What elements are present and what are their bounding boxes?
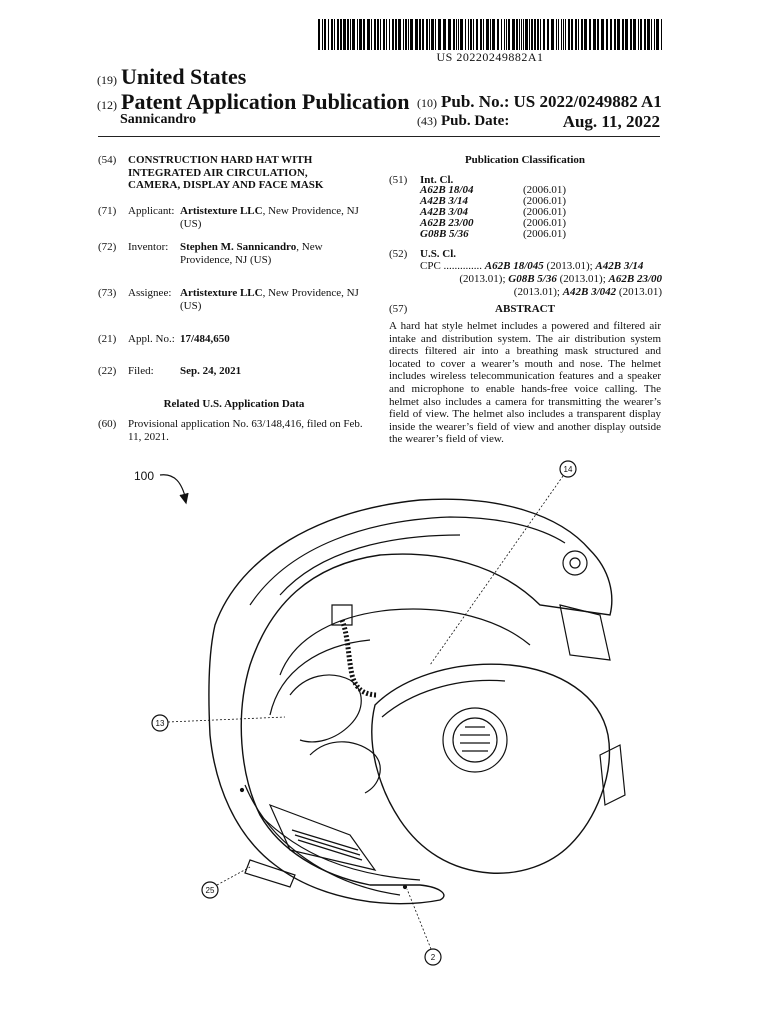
- barcode-bar: [448, 19, 451, 50]
- barcode-bar: [589, 19, 591, 50]
- helmet-rim: [260, 815, 420, 880]
- barcode-bar: [625, 19, 628, 50]
- intcl-class: A42B 3/14: [420, 195, 468, 207]
- ref-leader-13: [168, 717, 285, 722]
- head-cradle-2: [310, 742, 380, 793]
- barcode-bar: [389, 19, 390, 50]
- barcode-bar: [529, 19, 530, 50]
- cpc-version: (2013.01);: [543, 260, 596, 272]
- barcode-bar: [473, 19, 474, 50]
- assignee-label: Assignee:: [128, 287, 172, 299]
- barcode-bar: [610, 19, 612, 50]
- cpc-version: (2013.01);: [513, 286, 563, 298]
- appl-number: 17/484,650: [180, 333, 230, 345]
- barcode-bar: [501, 19, 502, 50]
- intcl-row: [420, 184, 620, 195]
- intcl-version: (2006.01): [523, 228, 567, 240]
- ref-leader-25: [217, 867, 250, 885]
- barcode-bar: [630, 19, 632, 50]
- header-rule: [98, 136, 660, 137]
- cpc: [420, 260, 662, 299]
- country: United States: [121, 64, 247, 89]
- barcode-bar: [426, 19, 428, 50]
- barcode-bar: [386, 19, 387, 50]
- barcode-bar: [468, 19, 469, 50]
- barcode-bar: [347, 19, 349, 50]
- helmet-rim-2: [245, 785, 400, 895]
- barcode: [318, 19, 662, 50]
- assignee: [180, 287, 375, 312]
- cpc-class: A62B 23/00: [608, 273, 662, 285]
- face-mask: [372, 664, 610, 873]
- barcode-bar: [429, 19, 430, 50]
- filed-date: Sep. 24, 2021: [180, 365, 242, 377]
- barcode-bar: [519, 19, 520, 50]
- pubdate-value: Aug. 11, 2022: [562, 112, 660, 131]
- barcode-bar: [443, 19, 446, 50]
- barcode-bar: [638, 19, 639, 50]
- applicant-name: Artistexture LLC: [180, 205, 263, 217]
- pubdate-code: (43): [417, 114, 437, 128]
- patent-drawing: [120, 455, 660, 975]
- inventor-code: (72): [98, 241, 117, 253]
- inventor-location-2: Providence, NJ (US): [180, 253, 272, 266]
- barcode-bar: [525, 19, 528, 50]
- barcode-bar: [537, 19, 539, 50]
- ref-leader-14: [430, 476, 563, 665]
- barcode-bar: [593, 19, 596, 50]
- cpc-class: G08B 5/36: [508, 273, 557, 285]
- barcode-bar: [328, 19, 329, 50]
- barcode-bar: [601, 19, 604, 50]
- inventor-location: , New: [296, 241, 323, 253]
- barcode-bar: [575, 19, 577, 50]
- appl-code: (21): [98, 333, 117, 345]
- cpc-version: (2013.01): [616, 286, 662, 298]
- assignee-location: , New Providence, NJ: [262, 287, 359, 299]
- barcode-bar: [531, 19, 533, 50]
- barcode-bar: [558, 19, 559, 50]
- barcode-bar: [606, 19, 608, 50]
- barcode-bar: [651, 19, 652, 50]
- barcode-bar: [419, 19, 421, 50]
- related-heading: Related U.S. Application Data: [163, 398, 305, 410]
- ref-label-2: 2: [430, 953, 436, 962]
- barcode-bar: [644, 19, 646, 50]
- assignee-country: (US): [180, 299, 202, 312]
- barcode-bar: [540, 19, 541, 50]
- intcl-version: (2006.01): [523, 217, 567, 229]
- barcode-bar: [490, 19, 491, 50]
- type-code: (12): [97, 98, 117, 112]
- barcode-bar: [543, 19, 545, 50]
- barcode-bar: [506, 19, 507, 50]
- barcode-bar: [512, 19, 515, 50]
- barcode-bar: [435, 19, 436, 50]
- barcode-bar: [340, 19, 342, 50]
- barcode-bar: [563, 19, 564, 50]
- barcode-bar: [343, 19, 346, 50]
- helmet-shell: [209, 499, 612, 903]
- ref-label-13: 13: [155, 719, 165, 728]
- intcl-row: [420, 195, 620, 206]
- barcode-bar: [497, 19, 499, 50]
- barcode-bar: [331, 19, 333, 50]
- barcode-bar: [337, 19, 339, 50]
- barcode-bar: [465, 19, 466, 50]
- barcode-bar: [561, 19, 562, 50]
- uscl-code: (52): [389, 248, 408, 260]
- barcode-bar: [568, 19, 570, 50]
- filed-code: (22): [98, 365, 117, 377]
- title: [128, 154, 368, 192]
- top-camera-lens: [570, 558, 580, 568]
- abstract-heading: ABSTRACT: [495, 303, 555, 315]
- barcode-bar: [350, 19, 351, 50]
- headband: [280, 609, 530, 675]
- intcl-label: Int. Cl.: [420, 174, 454, 186]
- barcode-bar: [581, 19, 583, 50]
- barcode-bar: [352, 19, 355, 50]
- barcode-bar: [504, 19, 505, 50]
- barcode-bar: [584, 19, 587, 50]
- helmet-ridge-inner: [280, 535, 460, 595]
- barcode-bar: [334, 19, 335, 50]
- pub-date-line: [417, 112, 660, 130]
- barcode-bar: [492, 19, 495, 50]
- barcode-bar: [647, 19, 650, 50]
- barcode-number: US 20220249882A1: [436, 50, 544, 64]
- ref-label-100: 100: [134, 469, 155, 483]
- intcl-class: A42B 3/04: [420, 206, 468, 218]
- publication-type: Patent Application Publication: [121, 89, 410, 114]
- head-cradle: [290, 675, 361, 742]
- country-line: [97, 64, 246, 90]
- headband-2: [270, 640, 370, 715]
- barcode-bar: [456, 19, 457, 50]
- provisional-line: Provisional application No. 63/148,416, filed on Feb.: [128, 418, 363, 430]
- barcode-bar: [521, 19, 522, 50]
- barcode-bar: [597, 19, 599, 50]
- barcode-bar: [565, 19, 566, 50]
- cpc-version: (2013.01);: [459, 273, 509, 285]
- barcode-bar: [460, 19, 463, 50]
- intcl-version: (2006.01): [523, 206, 567, 218]
- pubno-code: (10): [417, 96, 437, 110]
- intcl-code: (51): [389, 174, 408, 186]
- pubno-value: US 2022/0249882 A1: [513, 92, 662, 111]
- intcl-version: (2006.01): [523, 184, 567, 196]
- intcl-list: [420, 184, 620, 239]
- assignee-name: Artistexture LLC: [180, 287, 263, 299]
- barcode-bar: [508, 19, 510, 50]
- applicant-label: Applicant:: [128, 205, 175, 217]
- barcode-bar: [371, 19, 372, 50]
- cpc-class: A42B 3/14: [595, 260, 644, 272]
- barcode-bar: [422, 19, 424, 50]
- barcode-bar: [617, 19, 620, 50]
- applicant: [180, 205, 375, 230]
- provisional: [128, 418, 373, 443]
- helmet-ridge: [250, 517, 565, 605]
- cpc-class: A42B 3/042: [562, 286, 617, 298]
- barcode-bar: [453, 19, 455, 50]
- intcl-class: A62B 23/00: [420, 217, 474, 229]
- shell-dot: [241, 789, 244, 792]
- barcode-bar: [359, 19, 362, 50]
- barcode-bar: [405, 19, 407, 50]
- shell-dot: [404, 886, 407, 889]
- classification-heading: Publication Classification: [464, 154, 586, 166]
- ref-leader-2: [407, 889, 431, 949]
- filed-label: Filed:: [128, 365, 154, 377]
- mask-filter-inner: [453, 718, 497, 762]
- barcode-bar: [556, 19, 557, 50]
- cpc-version: (2013.01);: [556, 273, 609, 285]
- barcode-bar: [431, 19, 434, 50]
- barcode-bar: [486, 19, 489, 50]
- barcode-bar: [398, 19, 401, 50]
- barcode-bar: [661, 19, 662, 50]
- intcl-row: [420, 206, 620, 217]
- country-code: (19): [97, 73, 117, 87]
- barcode-bar: [633, 19, 636, 50]
- barcode-bar: [480, 19, 482, 50]
- barcode-bar: [403, 19, 404, 50]
- title-line: CAMERA, DISPLAY AND FACE MASK: [128, 179, 324, 191]
- applicant-location: , New Providence, NJ: [262, 205, 359, 217]
- barcode-bar: [383, 19, 385, 50]
- abstract-code: (57): [389, 303, 408, 315]
- barcode-bar: [363, 19, 365, 50]
- ref-label-25: 25: [205, 886, 215, 895]
- ref-arrowhead-100: [180, 493, 188, 503]
- mask-filter-vents: [460, 727, 490, 751]
- barcode-bar: [483, 19, 484, 50]
- appl-label: Appl. No.:: [128, 333, 175, 345]
- barcode-bar: [551, 19, 554, 50]
- barcode-bar: [654, 19, 655, 50]
- barcode-bar: [377, 19, 379, 50]
- air-hose: [342, 620, 378, 695]
- ref-label-14: 14: [563, 465, 573, 474]
- top-camera: [563, 551, 587, 575]
- barcode-bar: [656, 19, 659, 50]
- pub-number-line: [417, 92, 662, 112]
- applicant-country: (US): [180, 217, 202, 230]
- abstract-text: A hard hat style helmet includes a powered and filtered air intake and distribution system. The air distribution system directs filtered air into a breathing mask structured and located to cover a wearer’s mouth and nose. The helmet includes wireless telecommunication features and a speaker and microphone to enable hands-free voice calling. The helmet also includes a camera for transmitting the wearer’s field of view. The helmet also includes a transparent display inside the wearer’s field of view and another display outside the wearer’s field of view.: [389, 320, 661, 446]
- provisional-code: (60): [98, 418, 117, 430]
- barcode-bar: [622, 19, 624, 50]
- barcode-bar: [571, 19, 573, 50]
- barcode-bar: [640, 19, 642, 50]
- barcode-bar: [534, 19, 536, 50]
- uscl-label: U.S. Cl.: [420, 248, 457, 260]
- barcode-bar: [318, 19, 320, 50]
- barcode-bar: [367, 19, 370, 50]
- barcode-bar: [547, 19, 549, 50]
- intcl-row: [420, 228, 620, 239]
- barcode-bar: [458, 19, 459, 50]
- barcode-bar: [380, 19, 381, 50]
- cpc-prefix: CPC ..............: [420, 260, 483, 272]
- intcl-class: A62B 18/04: [420, 184, 474, 196]
- title-line: INTEGRATED AIR CIRCULATION,: [128, 166, 308, 179]
- barcode-bar: [324, 19, 326, 50]
- title-line: CONSTRUCTION HARD HAT WITH: [128, 154, 313, 166]
- inventor: [180, 241, 375, 266]
- intcl-version: (2006.01): [523, 195, 567, 207]
- side-module: [600, 745, 625, 805]
- title-code: (54): [98, 154, 117, 166]
- front-grill: [292, 830, 362, 860]
- barcode-bar: [357, 19, 358, 50]
- pubno-label: Pub. No.:: [441, 92, 510, 111]
- header-inventor: Sannicandro: [120, 112, 196, 127]
- barcode-bar: [415, 19, 418, 50]
- barcode-bar: [516, 19, 518, 50]
- barcode-bar: [374, 19, 376, 50]
- barcode-bar: [476, 19, 478, 50]
- barcode-bar: [395, 19, 397, 50]
- inventor-label: Inventor:: [128, 241, 169, 253]
- inventor-name: Stephen M. Sannicandro: [180, 241, 297, 253]
- pubdate-label: Pub. Date:: [441, 113, 510, 129]
- intcl-row: [420, 217, 620, 228]
- barcode-bar: [410, 19, 413, 50]
- barcode-bar: [392, 19, 394, 50]
- barcode-bar: [408, 19, 409, 50]
- cpc-class: A62B 18/045: [484, 260, 544, 272]
- barcode-bar: [470, 19, 472, 50]
- intcl-class: G08B 5/36: [420, 228, 469, 240]
- barcode-bar: [322, 19, 323, 50]
- assignee-code: (73): [98, 287, 117, 299]
- barcode-bar: [523, 19, 524, 50]
- barcode-bar: [578, 19, 579, 50]
- barcode-bar: [438, 19, 441, 50]
- applicant-code: (71): [98, 205, 117, 217]
- provisional-line: 11, 2021.: [128, 430, 169, 443]
- barcode-bar: [614, 19, 616, 50]
